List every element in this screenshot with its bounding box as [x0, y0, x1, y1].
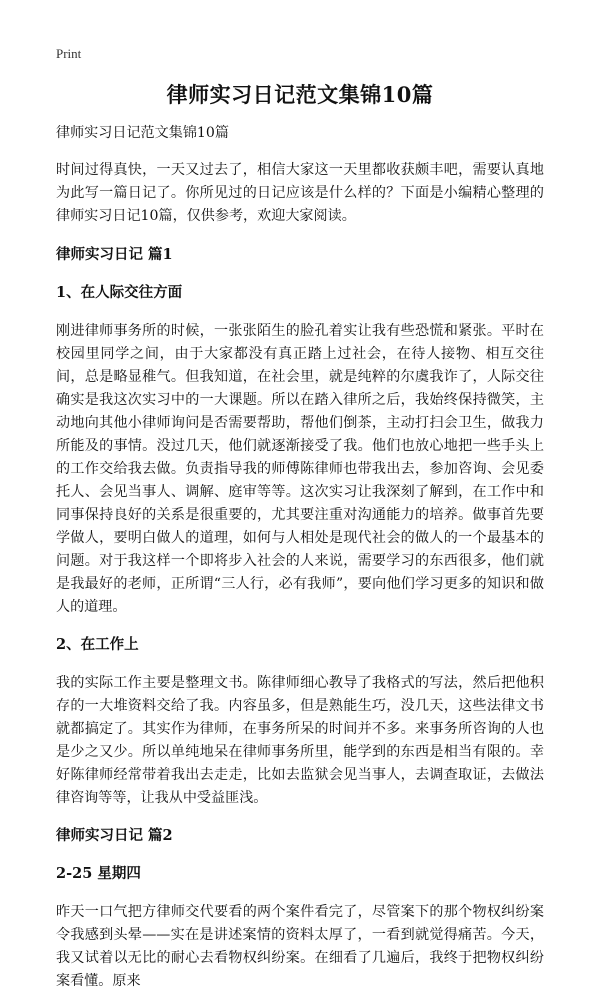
document-body — [56, 122, 544, 1008]
intro-paragraph: 时间过得真快，一天又过去了，相信大家这一天里都收获颇丰吧，需要认真地为此写一篇日记了。你所见过的日记应该是什么样的？下面是小编精心整理的律师实习日记10篇，仅供参考，欢迎大家阅读。 — [56, 162, 544, 224]
subheading-interpersonal: 1、在人际交往方面 — [56, 284, 183, 301]
document-subtitle: 律师实习日记范文集锦10篇 — [56, 125, 229, 141]
body-paragraph-diary: 昨天一口气把方律师交代要看的两个案件看完了，尽管案下的那个物权纠纷案令我感到头晕——实在是讲述案情的资料太厚了，一看到就觉得痛苦。今天，我又试着以无比的耐心去看物权纠纷案。在细看了几遍后，我终于把物权纠纷案看懂。原来 — [56, 904, 544, 989]
print-label: Print — [56, 46, 82, 61]
body-paragraph-interpersonal: 刚进律师事务所的时候，一张张陌生的脸孔着实让我有些恐慌和紧张。平时在校园里同学之间，由于大家都没有真正踏上过社会，在待人接物、相互交往间，总是略显稚气。但我知道，在社会里，就是纯粹的尔虞我诈了，人际交往确实是我这次实习中的一大课题。所以在踏入律所之后，我始终保持微笑，主动地向其他小律师询问是否需要帮助，帮他们倒茶，主动打扫会卫生，做我力所能及的事情。没过几天，他们就逐渐接受了我。他们也放心地把一些手头上的工作交给我去做。负责指导我的师傅陈律师也带我出去，参加咨询、会见委托人、会见当事人、调解、庭审等等。这次实习让我深刻了解到，在工作中和同事保持良好的关系是很重要的，尤其要注重对沟通能力的培养。做事首先要学做人，要明白做人的道理，如何与人相处是现代社会的做人的一个最基本的问题。对于我这样一个即将步入社会的人来说，需要学习的东西很多，他们就是我最好的老师，正所谓“三人行，必有我师”，要向他们学习更多的知识和做人的道理。 — [56, 323, 544, 615]
section-heading-1: 律师实习日记 篇1 — [56, 246, 173, 263]
body-paragraph-work: 我的实际工作主要是整理文书。陈律师细心教导了我格式的写法，然后把他积存的一大堆资料交给了我。内容虽多，但是熟能生巧，没几天，这些法律文书就都搞定了。其实作为律师，在事务所呆的时间并不多。来事务所咨询的人也是少之又少。所以单纯地呆在律师事务所里，能学到的东西是相当有限的。幸好陈律师经常带着我出去走走，比如去监狱会见当事人，去调查取证，去做法律咨询等等，让我从中受益匪浅。 — [56, 675, 544, 806]
section-heading-2: 律师实习日记 篇2 — [56, 827, 173, 844]
document-title: 律师实习日记范文集锦10篇 — [166, 82, 434, 107]
subheading-date: 2-25 星期四 — [56, 865, 141, 882]
subheading-work: 2、在工作上 — [56, 636, 139, 653]
